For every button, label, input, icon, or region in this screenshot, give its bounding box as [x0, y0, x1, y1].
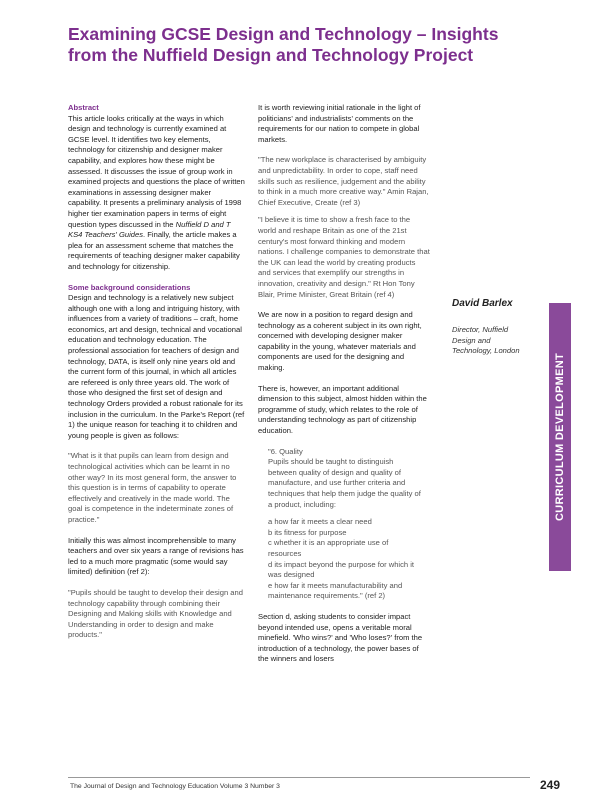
journal-footer: The Journal of Design and Technology Education Volume 3 Number 3	[70, 783, 280, 790]
revisions-paragraph: Initially this was almost incomprehensible to many teachers and over six years a range of revisions has led to a much more pragmatic (some would say limited) definition (ref 2):	[68, 535, 244, 577]
background-heading: Some background considerations	[68, 282, 191, 292]
author-affiliation: Director, Nuffield Design and Technology, London	[452, 325, 520, 356]
column-middle	[258, 103, 430, 665]
column-left	[68, 103, 246, 641]
rationale-paragraph: It is worth reviewing initial rationale in the light of politicians' and industrialists' comments on the requirements for our nation to compete in global markets.	[258, 103, 421, 144]
author-name: David Barlex	[452, 298, 513, 309]
quality-item-e: e how far it meets manufacturability and maintenance requirements." (ref 2)	[268, 580, 403, 601]
background-text: Design and technology is a relatively new subject although one with a long and intriguing history, with influences from a variety of traditions – craft, home economics, art and design, technical and vocational education and technology education. The professional association for teachers of design and technology, DATA, is itself only nine years old and the current form of this journal, in which all articles are refereed is only three years old. The work of those who designed the first set of design and technology Orders provided a robust rationale for its inclusion in the curriculum. In the Parke's Report (ref 1) the unique reason for teaching it to children and young people is given as follows:	[68, 293, 245, 440]
coherent-subject-paragraph: We are now in a position to regard design and technology as a coherent subject in its own right, concerned with developing designer maker capability in the young, whatever materials and components are used for the designing and making.	[258, 310, 422, 373]
quality-heading: "6. Quality	[268, 446, 303, 456]
abstract-text: This article looks critically at the ways in which design and technology is currently examined at GCSE level. It identifies two key elements, technology for citizenship and designer maker capability, and explores how these might be assessed. It discusses the issue of group work in examined projects and questions the place of written examinations in assessing designer maker capability. It presents a preliminary analysis of 1998 higher tier examination papers in terms of eight question types discussed in the Nuffield D and T KS4 Teachers' Guides. Finally, the article makes a plea for an assessment scheme that matches the requirements of teaching designer maker capability and technology for citizenship.	[68, 113, 245, 271]
quality-intro: Pupils should be taught to distinguish between quality of design and quality of manufacture, and use further criteria and techniques that help them judge the quality of a product, including:	[268, 457, 421, 509]
page-number: 249	[540, 778, 561, 792]
section-band	[549, 303, 571, 571]
quality-item-a: a how far it meets a clear need	[268, 517, 372, 527]
article-title: Examining GCSE Design and Technology – Insights from the Nuffield Design and Technology Project	[68, 24, 499, 65]
quality-quote	[268, 447, 422, 602]
capability-quote: "Pupils should be taught to develop their design and technology capability through combining their Designing and Making skills with Knowledge and Understanding in order to design and make products."	[68, 587, 243, 640]
quality-item-d: d its impact beyond the purpose for which it was designed	[268, 559, 415, 580]
rajan-quote: "The new workplace is characterised by ambiguity and unpredictability. In order to cope, staff need skills such as resilience, judgement and the ability to think in a much more creative way." Amin Rajan, Chief Executive, Create (ref 3)	[258, 155, 429, 207]
abstract-heading: Abstract	[68, 103, 99, 112]
section-d-paragraph: Section d, asking students to consider impact beyond intended use, opens a veritable moral minefield. 'Who wins?' and 'Who loses?' from the introduction of a technology, the power bases of the winners and losers	[258, 611, 423, 664]
quality-item-b: b its fitness for purpose	[268, 527, 347, 537]
blair-quote: "I believe it is time to show a fresh face to the world and reshape Britain as one of the 21st century's most forward thinking and modern nations. I challenge companies to demonstrate that the UK can lead the world by creating products and services that exemplify our strengths in innovation, creativity and design." Rt Hon Tony Blair, Prime Minister, Great Britain (ref 4)	[258, 215, 430, 299]
footer-rule	[68, 777, 530, 778]
citizenship-paragraph: There is, however, an important additional dimension to this subject, almost hidden within the programme of study, which relates to the role of understanding technology as part of citizenship education.	[258, 383, 427, 436]
quality-item-c: c whether it is an appropriate use of resources	[268, 538, 389, 558]
parkes-quote: "What is it that pupils can learn from design and technological activities which can be learnt in no other way? In its most general form, the answer to this question is in terms of capability to operate effectively and creatively in the made world. The goal is competence in the indeterminate zones of practice."	[68, 451, 237, 524]
section-band-label: CURRICULUM DEVELOPMENT	[554, 353, 566, 521]
